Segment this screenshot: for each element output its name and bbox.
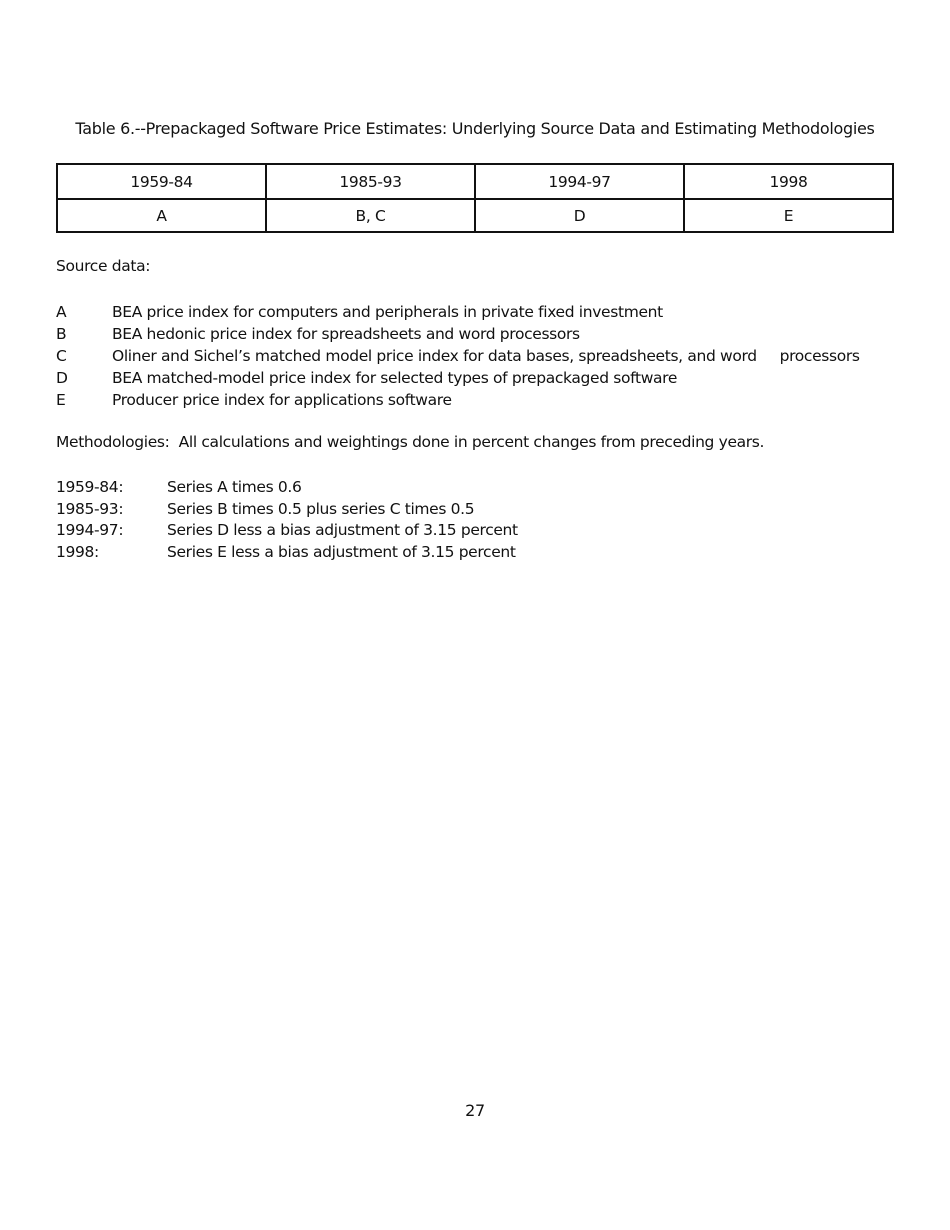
methodologies-list [56, 477, 756, 563]
list-item [56, 499, 756, 521]
source-key: D [56, 369, 68, 387]
method-text: Series E less a bias adjustment of 3.15 percent [167, 542, 516, 561]
list-item [56, 367, 916, 389]
list-item [56, 345, 916, 367]
codes-row [57, 199, 893, 232]
list-item [56, 520, 756, 542]
source-text: Oliner and Sichel’s matched model price index for data bases, spreadsheets, and word processors [112, 347, 860, 365]
period-key: 1994-97: [56, 521, 124, 539]
period-cell: 1994-97 [475, 164, 684, 199]
source-data-heading: Source data: [56, 257, 151, 275]
period-key: 1985-93: [56, 499, 124, 518]
code-cell: D [475, 199, 684, 232]
list-item [56, 389, 916, 411]
method-text: Series B times 0.5 plus series C times 0.5 [167, 499, 475, 518]
period-key: 1959-84: [56, 478, 124, 496]
list-item [56, 301, 916, 323]
source-text: BEA price index for computers and peripherals in private fixed investment [112, 303, 663, 321]
methodologies-heading: Methodologies: All calculations and weightings done in percent changes from preceding years. [56, 433, 765, 451]
list-item [56, 477, 756, 499]
period-cell: 1998 [684, 164, 893, 199]
source-key: E [56, 391, 66, 409]
source-key: B [56, 325, 67, 343]
list-item [56, 323, 916, 345]
period-key: 1998: [56, 542, 99, 561]
page-number: 27 [465, 1101, 485, 1120]
periods-table [56, 163, 894, 233]
list-item [56, 542, 756, 564]
source-text: Producer price index for applications software [112, 391, 452, 409]
code-cell: E [684, 199, 893, 232]
period-cell: 1985-93 [266, 164, 475, 199]
code-cell: B, C [266, 199, 475, 232]
source-text: BEA matched-model price index for selected types of prepackaged software [112, 369, 678, 387]
source-data-list [56, 301, 916, 411]
method-text: Series A times 0.6 [167, 478, 302, 496]
code-cell: A [57, 199, 266, 232]
table-title: Table 6.--Prepackaged Software Price Estimates: Underlying Source Data and Estimating Methodologies [75, 119, 875, 138]
source-key: A [56, 303, 67, 321]
source-text: BEA hedonic price index for spreadsheets and word processors [112, 325, 580, 343]
period-cell: 1959-84 [57, 164, 266, 199]
periods-header-row [57, 164, 893, 199]
method-text: Series D less a bias adjustment of 3.15 percent [167, 521, 518, 539]
source-key: C [56, 347, 67, 365]
